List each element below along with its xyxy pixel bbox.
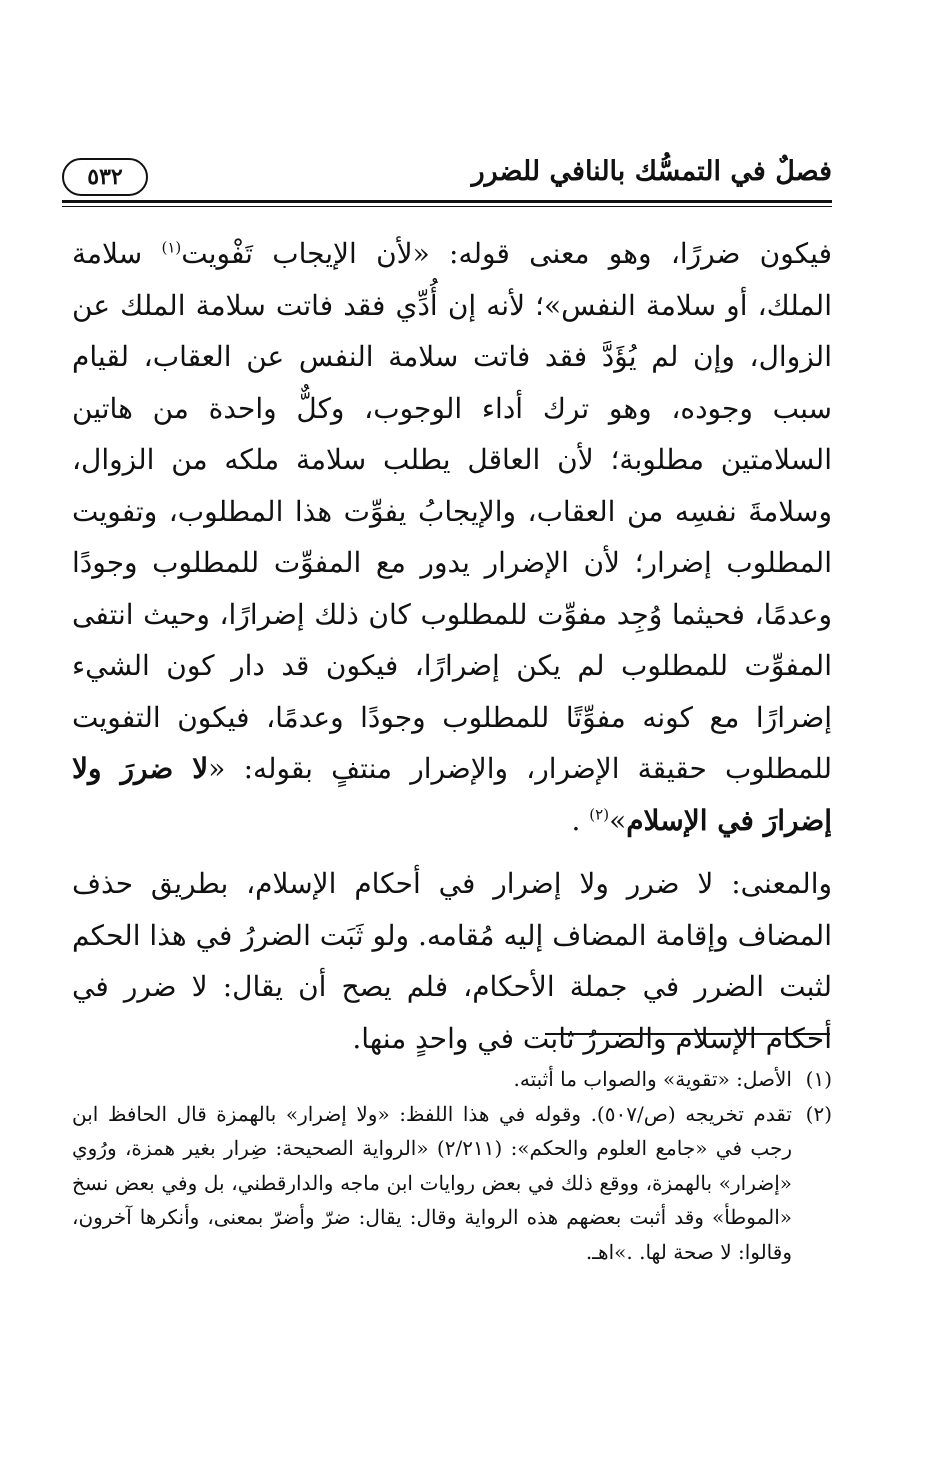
running-title: فصلٌ في التمسُّك بالنافي للضرر	[471, 156, 832, 187]
paragraph-1-part-4: .	[571, 803, 590, 837]
footnote-2	[72, 1097, 832, 1270]
main-text	[72, 228, 832, 1064]
paragraph-1-part-3: »	[609, 803, 627, 837]
footnote-text: الأصل: «تقوية» والصواب ما أثبته.	[513, 1067, 792, 1091]
hadith-quote: لا ضررَ ولا إضرارَ في الإسلام	[72, 752, 832, 837]
paragraph-1-part-2: سلامة الملك، أو سلامة النفس»؛ لأنه إن أُدِّي فقد فاتت سلامة الملك عن الزوال، وإن لم يُؤَدَّ فقد فاتت سلامة النفس عن العقاب، لقيام سبب وجوده، وهو ترك أداء الوجوب، وكلٌّ واحدة من هاتين السلامتين مطلوبة؛ لأن العاقل يطلب سلامة ملكه من الزوال، وسلامةَ نفسِه من العقاب، والإيجابُ يفوِّت هذا المطلوب، وتفويت المطلوب إضرار؛ لأن الإضرار يدور مع المفوِّت للمطلوب وجودًا وعدمًا، فحيثما وُجِد مفوِّت للمطلوب كان ذلك إضرارًا، وحيث انتفى المفوِّت للمطلوب لم يكن إضرارًا، فيكون قد دار كون الشيء إضرارًا مع كونه مفوِّتًا للمطلوب وجودًا وعدمًا، فيكون التفويت للمطلوب حقيقة الإضرار، والإضرار منتفٍ بقوله: «	[72, 237, 832, 785]
footnote-1	[72, 1062, 832, 1097]
footnotes	[72, 1062, 832, 1269]
footnote-number: (٢)	[805, 1101, 832, 1126]
footnote-ref-1: (١)	[161, 238, 182, 257]
footnote-separator	[545, 1033, 830, 1035]
page-number: ٥٣٢	[62, 158, 148, 196]
paragraph-1-part-1: فيكون ضررًا، وهو معنى قوله: «لأن الإيجاب تَفْويت	[181, 237, 833, 270]
footnote-number: (١)	[805, 1067, 832, 1091]
header-rule-thin	[62, 206, 832, 207]
page-header	[62, 150, 832, 202]
footnote-ref-2: (٢)	[589, 805, 610, 824]
paragraph-1	[72, 228, 832, 846]
paragraph-2: والمعنى: لا ضرر ولا إضرار في أحكام الإسلام، بطريق حذف المضاف وإقامة المضاف إليه مُقامه. ولو ثَبَت الضررُ في هذا الحكم لثبت الضرر في جملة الأحكام، فلم يصح أن يقال: لا ضرر في أحكام الإسلام والضررُ ثابت في واحدٍ منها.	[72, 867, 832, 1055]
footnote-text: تقدم تخريجه (ص/٥٠٧). وقوله في هذا اللفظ: «ولا إضرار» بالهمزة قال الحافظ ابن رجب في «جامع العلوم والحكم»: (٢/٢١١) «الرواية الصحيحة: ضِرار بغير همزة، ورُوي «إضرار» بالهمزة، ووقع ذلك في بعض روايات ابن ماجه والدارقطني، بل وفي بعض نسخ «الموطأ» وقد أثبت بعضهم هذه الرواية وقال: يقال: ضرّ وأضرّ بمعنى، وأنكرها آخرون، وقالوا: لا صحة لها. .»اهـ.	[72, 1101, 792, 1264]
header-rule-thick	[62, 200, 832, 203]
